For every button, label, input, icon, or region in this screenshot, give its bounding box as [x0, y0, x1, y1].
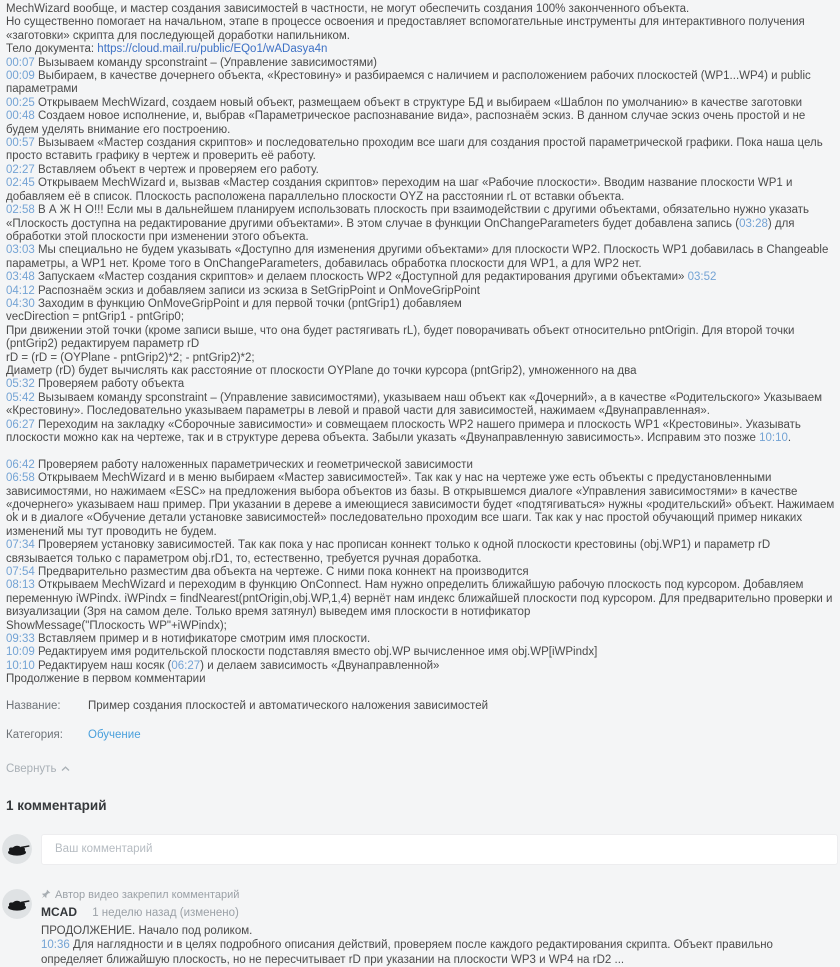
- timestamp-link[interactable]: 09:33: [6, 633, 35, 646]
- timestamp-link[interactable]: 03:48: [6, 271, 35, 284]
- text-segment: Редактируем имя родительской плоскости подставляя вместо obj.WP вычисленное имя obj.WP[iWPindx]: [34, 646, 598, 659]
- text-segment: Открываем MechWizard, создаем новый объект, размещаем объект в структуре БД и выбираем «Шаблон по умолчанию» в качестве заготовки: [34, 96, 803, 109]
- pin-icon: [41, 889, 51, 903]
- comment-input[interactable]: [41, 834, 838, 865]
- text-line: [6, 459, 836, 472]
- category-label: Категория:: [6, 728, 63, 741]
- text-segment: Распознаём эскиз и добавляем записи из эскиза в SetGripPoint и OnMoveGripPoint: [34, 284, 480, 297]
- timestamp-link[interactable]: 03:03: [6, 244, 35, 257]
- chevron-up-icon: [61, 766, 70, 772]
- comments-count-header: 1 комментарий: [6, 797, 107, 813]
- text-line: [6, 633, 836, 646]
- comment-body: [41, 924, 836, 967]
- text-segment: Редактируем наш косяк (: [34, 659, 172, 672]
- text-segment: В А Ж Н О!!! Если мы в дальнейшем планируем использовать плоскость при взаимодействии с другими объектами, обязательно нужно указать «Плоскость доступна на редактирование другими объектами». В этом случае в функции OnChangeParameters будет добавлена запись (: [6, 204, 810, 230]
- text-segment: Открываем MechWizard и в меню выбираем «Мастер зависимостей». Так как у нас на чертеже уже есть объекты с предустановленными зависимостями, но нажимаем «ESC» на предложения выбора объектов из базы. В открывшемся диалоге «Управления зависимостями» в качестве «дочернего» указываем наш пример. При указании в дереве а имеющиеся зависимости будет «подтягиваться» нужны «родительский» объект. Нажимаем ok и в диалоге «Обучение детали установке зависимостей» последовательно проходим все шаги. Так как у нас простой обучающий пример никаких изменений мы тут проводить не будем.: [6, 472, 835, 538]
- text-line: [6, 244, 836, 271]
- text-segment: ) и делаем зависимость «Двунаправленной»: [200, 659, 440, 672]
- timestamp-link[interactable]: 02:27: [6, 163, 35, 176]
- text-line: [6, 271, 836, 284]
- text-line: [6, 110, 836, 137]
- text-line: [6, 539, 836, 566]
- text-segment: Открываем MechWizard и переходим в функцию OnConnect. Нам нужно определить ближайшую рабочую плоскость под курсором. Добавляем переменную iWPindx. iWPindx = findNearest(pntOrigin,obj.WP,1,4) вернёт нам индекс ближайшей плоскости под курсором. Для предварительно проверки и визуализации (Зря на самом деле. Только время затянул) выведем имя плоскости в нотификатор: [6, 579, 833, 619]
- text-segment: Продолжение в первом комментарии: [6, 673, 206, 686]
- timestamp-link[interactable]: 00:57: [6, 137, 35, 150]
- text-segment: Тело документа:: [6, 43, 98, 56]
- text-line: [6, 673, 836, 686]
- text-segment: ) для обработки этой плоскости при изменении этого объекта.: [6, 217, 795, 243]
- text-line: [6, 646, 836, 659]
- timestamp-link[interactable]: 10:36: [41, 939, 70, 952]
- timestamp-link[interactable]: 00:25: [6, 96, 35, 109]
- text-segment: Запускаем «Мастер создания скриптов» и делаем плоскость WP2 «Доступной для редактирования другими объектами»: [34, 271, 688, 284]
- pinned-banner: [41, 889, 836, 903]
- timestamp-link[interactable]: 02:58: [6, 204, 35, 217]
- timestamp-link[interactable]: 07:54: [6, 566, 35, 579]
- timestamp-link[interactable]: 06:27: [171, 659, 201, 672]
- commenter-avatar[interactable]: [2, 889, 32, 919]
- timestamp-link[interactable]: 05:42: [6, 391, 35, 404]
- text-segment: Заходим в функцию OnMoveGripPoint и для первой точки (pntGrip1) добавляем: [34, 297, 462, 310]
- text-line: [6, 620, 836, 633]
- text-segment: vecDirection = pntGrip1 - pntGrip0;: [6, 311, 185, 324]
- timestamp-link[interactable]: 10:09: [6, 646, 35, 659]
- text-segment: Но существенно помогает на начальном, этапе в процессе освоения и предоставляет вспомогательные инструменты для интерактивного получения «заготовки» скрипта для последующей доработки напильником.: [6, 16, 805, 42]
- pinned-label: Автор видео закрепил комментарий: [55, 889, 240, 902]
- text-segment: Предварительно разместим два объекта на чертеже. С ними пока коннект на производится: [34, 566, 529, 579]
- timestamp-link[interactable]: 00:48: [6, 110, 35, 123]
- text-segment: Вызываем «Мастер создания скриптов» и последовательно проходим все шаги для создания простой параметрической графики. Пока наша цель просто вставить графику в чертеж и проверить её работу.: [6, 137, 823, 163]
- timestamp-link[interactable]: 07:34: [6, 539, 35, 552]
- text-segment: Мы специально не будем указывать «Доступно для изменения другими объектами» для плоскости WP2. Плоскость WP1 добавилась в Changeable параметры, а WP1 нет. Кроме того в OnChangeParameters, добавилась обработка плоскости для WP1, а для WP2 нет.: [6, 244, 829, 270]
- text-segment: Вставляем объект в чертеж и проверяем его работу.: [34, 163, 319, 176]
- text-line: [6, 311, 836, 324]
- pinned-comment-content: [41, 889, 836, 967]
- text-segment: Проверяем работу наложенных параметрических и геометрической зависимости: [34, 458, 473, 471]
- text-segment: При движении этой точки (кроме записи выше, что она будет растягивать rL), будет поворачивать объект относительно pntOrigin. Для второй точки (pntGrip2) редактируем параметр rD: [6, 324, 795, 351]
- text-line: [6, 392, 836, 419]
- pinned-comment: [2, 889, 836, 967]
- text-line: [6, 566, 836, 579]
- text-segment: Вставляем пример и в нотификаторе смотрим имя плоскости.: [34, 633, 371, 646]
- timestamp-link[interactable]: 03:52: [687, 271, 717, 284]
- timestamp-link[interactable]: 08:13: [6, 579, 35, 592]
- text-line: [6, 43, 836, 56]
- text-line: [6, 3, 836, 16]
- timestamp-link[interactable]: 05:32: [6, 378, 35, 391]
- timestamp-link[interactable]: 03:28: [739, 217, 768, 230]
- timestamp-link[interactable]: 04:12: [6, 284, 35, 297]
- text-line: [6, 365, 836, 378]
- timestamp-link[interactable]: 06:27: [6, 418, 35, 431]
- title-label: Название:: [6, 699, 61, 712]
- text-line: [6, 352, 836, 365]
- timestamp-link[interactable]: 06:58: [6, 472, 35, 485]
- text-segment: Диаметр (rD) будет вычислять как расстояние от плоскости OYPlane до точки курсора (pntGrip2), умноженного на два: [6, 364, 637, 377]
- text-segment: ShowMessage("Плоскость WP"+iWPindx);: [6, 619, 227, 632]
- text-segment: Вызываем команду spconstraint – (Управление зависимостями): [34, 56, 378, 69]
- text-line: [6, 137, 836, 164]
- text-line: [6, 378, 836, 391]
- comment-author[interactable]: MCAD: [41, 904, 77, 919]
- collapse-label: Свернуть: [6, 762, 57, 775]
- text-segment: rD = (rD = (OYPlane - pntGrip2)*2; - pntGrip2)*2;: [6, 351, 255, 364]
- text-segment: Проверяем работу объекта: [34, 378, 185, 391]
- title-value: Пример создания плоскостей и автоматического наложения зависимостей: [88, 699, 489, 712]
- text-segment: Вызываем команду spconstraint – (Управление зависимостями), указываем наш объект как «Дочерний», а в качестве «Родительского» Указываем «Крестовину». Последовательно указываем параметры в левой и правой части для зависимостей, нажимаем «Двунаправленная».: [6, 391, 822, 418]
- text-line: [6, 97, 836, 110]
- comment-author-row: [41, 905, 836, 920]
- text-segment: Переходим на закладку «Сборочные зависимости» и совмещаем плоскость WP2 нашего примера и плоскость WP1 «Крестовины». Указывать плоскости можно как на чертеже, так и в структуре дерева объекта. Забыли указать «Двунаправленную зависимость». Исправим это позже: [6, 418, 801, 444]
- comment-form: [2, 834, 838, 865]
- text-line: [6, 70, 836, 97]
- text-segment: MechWizard вообще, и мастер создания зависимостей в частности, не могут обеспечить создания 100% законченного объекта.: [6, 3, 690, 15]
- text-segment: ПРОДОЛЖЕНИЕ. Начало под роликом.: [41, 924, 253, 937]
- tank-avatar-icon: [2, 834, 32, 864]
- text-line: [6, 16, 836, 43]
- text-line: [6, 298, 836, 311]
- text-line: [6, 325, 836, 352]
- text-line: [6, 285, 836, 298]
- text-line: [6, 445, 836, 458]
- text-line: [41, 938, 836, 967]
- text-segment: Создаем новое исполнение, и, выбрав «Параметрическое распознавание вида», распознаём эскиз. В данном случае эскиз очень простой и не будем уделять внимание его построению.: [6, 110, 806, 136]
- document-url-link[interactable]: https://cloud.mail.ru/public/EQo1/wADasya4n: [97, 43, 328, 56]
- text-line: [41, 924, 836, 939]
- tank-avatar-icon: [2, 889, 32, 919]
- timestamp-link[interactable]: 10:10: [6, 659, 35, 672]
- video-meta: [0, 700, 840, 741]
- timestamp-link[interactable]: 10:10: [759, 432, 788, 444]
- text-line: [6, 472, 836, 539]
- text-segment: Проверяем установку зависимостей. Так как пока у нас прописан коннект только к одной плоскости крестовины (obj.WP1) и параметр rD связывается только с параметром obj.rD1, то, естественно, требуется ручная доработка.: [6, 539, 771, 565]
- timestamp-link[interactable]: 04:30: [6, 297, 35, 310]
- text-segment: .: [787, 432, 792, 444]
- text-segment: Выбираем, в качестве дочернего объекта, «Крестовину» и разбираемся с наличием и расположением рабочих плоскостей (WP1...WP4) и public параметрами: [6, 70, 811, 96]
- timestamp-link[interactable]: 00:07: [6, 56, 35, 69]
- category-row: [6, 729, 840, 741]
- text-segment: Для наглядности и в целях подробного описания действий, проверяем после каждого редактирования скрипта. Объект правильно определяет ближайшую плоскость, но не пересчитывает rD при указании на плоскости WP3 и WP4 на rD2 ...: [41, 939, 773, 966]
- category-link[interactable]: Обучение: [88, 728, 141, 741]
- text-line: [6, 164, 836, 177]
- text-line: [6, 660, 836, 673]
- title-row: [6, 700, 840, 712]
- timestamp-link[interactable]: 06:42: [6, 458, 35, 471]
- text-line: [6, 177, 836, 204]
- comment-timestamp: 1 неделю назад (изменено): [92, 906, 239, 919]
- text-line: [6, 57, 836, 70]
- collapse-button[interactable]: [6, 763, 70, 775]
- text-segment: Открываем MechWizard и, вызвав «Мастер создания скриптов» переходим на шаг «Рабочие плоскости». Вводим название плоскости WP1 и добавляем её в список. Плоскость расположена параллельно плоскости OYZ на расстоянии rL от вставки объекта.: [6, 177, 793, 203]
- text-line: [6, 204, 836, 244]
- text-line: [6, 579, 836, 619]
- text-line: [6, 419, 836, 446]
- timestamp-link[interactable]: 02:45: [6, 177, 35, 190]
- timestamp-link[interactable]: 00:09: [6, 70, 35, 83]
- user-avatar[interactable]: [2, 834, 32, 864]
